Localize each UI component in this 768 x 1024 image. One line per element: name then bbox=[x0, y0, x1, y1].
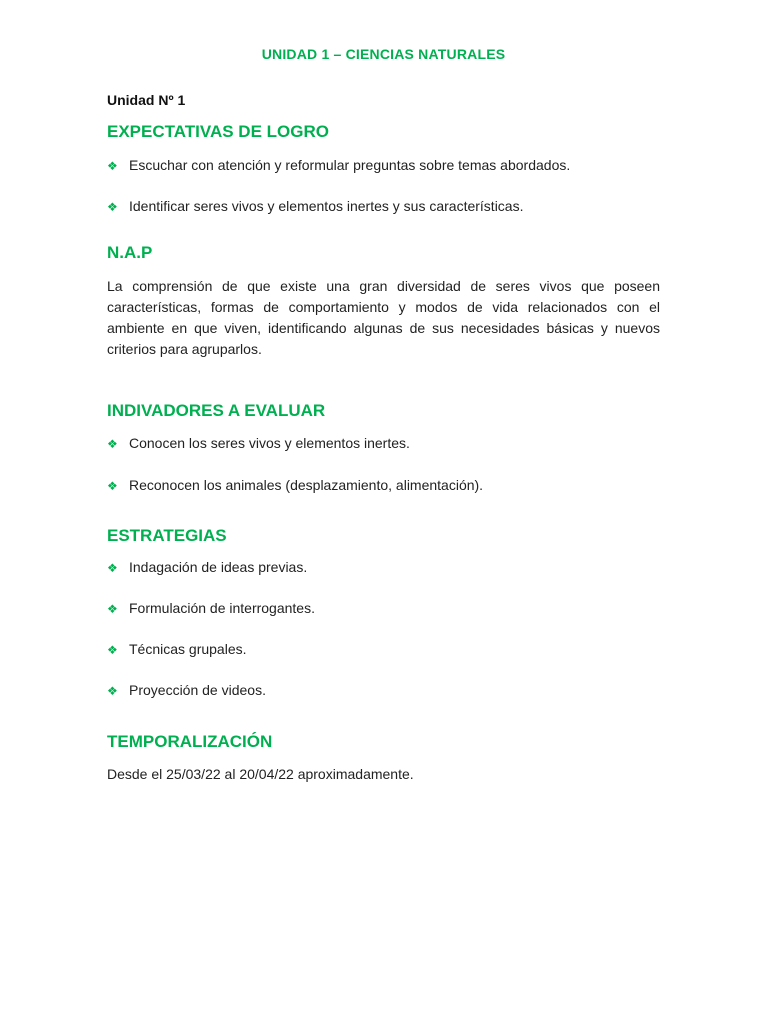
diamond-bullet-icon: ❖ bbox=[107, 437, 118, 451]
list-item bbox=[107, 641, 247, 657]
list-item-text: Identificar seres vivos y elementos inertes y sus características. bbox=[129, 198, 524, 214]
heading-expectativas: EXPECTATIVAS DE LOGRO bbox=[107, 122, 329, 141]
diamond-bullet-icon: ❖ bbox=[107, 200, 118, 214]
list-item bbox=[107, 157, 570, 173]
heading-temporalizacion: TEMPORALIZACIÓN bbox=[107, 732, 273, 751]
list-item bbox=[107, 682, 266, 698]
list-item bbox=[107, 559, 307, 575]
diamond-bullet-icon: ❖ bbox=[107, 479, 118, 493]
list-item-text: Formulación de interrogantes. bbox=[129, 600, 315, 616]
list-item bbox=[107, 435, 410, 451]
diamond-bullet-icon: ❖ bbox=[107, 159, 118, 173]
list-item-text: Conocen los seres vivos y elementos inertes. bbox=[129, 435, 410, 451]
heading-estrategias: ESTRATEGIAS bbox=[107, 526, 227, 545]
temporalizacion-text: Desde el 25/03/22 al 20/04/22 aproximadamente. bbox=[107, 766, 414, 782]
heading-nap: N.A.P bbox=[107, 243, 153, 262]
list-item-text: Reconocen los animales (desplazamiento, alimentación). bbox=[129, 477, 484, 493]
nap-paragraph: La comprensión de que existe una gran diversidad de seres vivos que poseen características, formas de comportamiento y modos de vida relacionados con el ambiente en que viven, identificando algunas de sus necesidades básicas y nuevos criterios para agruparlos. bbox=[107, 278, 660, 357]
list-item bbox=[107, 198, 523, 214]
unit-label: Unidad Nº 1 bbox=[107, 92, 186, 108]
list-item-text: Proyección de videos. bbox=[129, 682, 266, 698]
list-item bbox=[107, 600, 315, 616]
heading-indicadores: INDIVADORES A EVALUAR bbox=[107, 401, 326, 420]
document-title: UNIDAD 1 – CIENCIAS NATURALES bbox=[261, 46, 506, 62]
diamond-bullet-icon: ❖ bbox=[107, 602, 118, 616]
diamond-bullet-icon: ❖ bbox=[107, 684, 118, 698]
list-item-text: Indagación de ideas previas. bbox=[129, 559, 308, 575]
diamond-bullet-icon: ❖ bbox=[107, 643, 118, 657]
list-item bbox=[107, 477, 483, 493]
list-item-text: Técnicas grupales. bbox=[129, 641, 247, 657]
diamond-bullet-icon: ❖ bbox=[107, 561, 118, 575]
list-item-text: Escuchar con atención y reformular preguntas sobre temas abordados. bbox=[129, 157, 571, 173]
